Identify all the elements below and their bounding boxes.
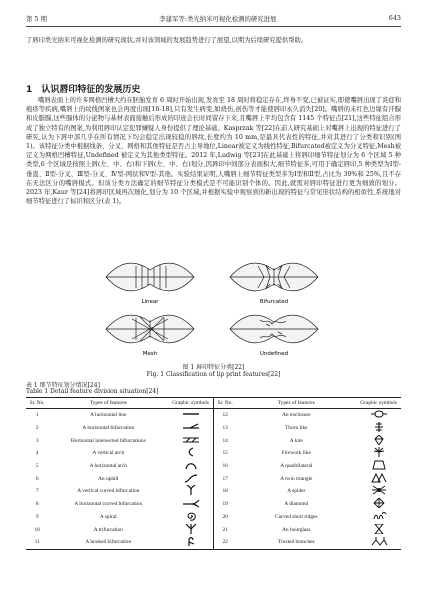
section-number: 1 [26,85,33,95]
cell-type: Trusted branches [236,536,356,549]
undefined-lip-pattern [230,315,318,343]
col-sr-no-2: Sr. No. [213,398,236,409]
label-bifurcated: Bifurcated [259,299,289,305]
cell-no: 14 [213,434,236,447]
cell-type: A vertical arch [92,450,125,457]
diamond-icon [356,498,401,511]
page-number: 643 [388,14,401,22]
lip-print-figure [100,258,328,358]
label-undefined: Undefined [259,351,289,357]
cell-type: Thorn like [284,425,308,432]
body-paragraph: 嘴唇表面上的许多网格凹槽大约在胚胎发育 6 周时开始出现,发育至 18 周时将稳定存在,终身不变,已被证实,即使嘴唇出现了炎症和疱疹等疾病,嘴唇上的纹线图案也会再度出现[16-18],只有发生病变,如烧伤,创伤等才能使唇印永久消失[20]。嘴唇的未红色边缘有汗腺和皮脂腺,这些腺体的分泌物与基材表面接触后形成的印迹会长时间留存下来,且嘴唇上平均包含有 1145 个特征点[21],这些特征组合形成了独立特有的图案,为利用唇印认定犯罪嫌疑人身份提供了理论基础。Kasprzak 等[22]在前人研究基础上对嘴唇上出现的特征进行了研究,认为下唇中部几乎在所有情况下均会稳定出现较稳的唇纹,长度约为 10 mm,是最具代表性的特征,并对其进行了分类和识别(图 1)。该特征分类中根据线条、分叉、网格和其他特征是否占主导地位,Linear被定义为线性特征,Bifurcated被定义为分叉特征,Mesh被定义为网格凹槽特征,Undefined 被定义为其他类型特征。2012 年,Ludwig 等[23]在此基础上将唇印细节特征划分为 6 个区域 5 种类型,6 个区域是按照上唇(左、中、右)和下唇(左、中、右)划分,因唇印中间部分表面积大,细节特征多,可用于确定唇印,5 种类型为Ⅰ型-垂直、Ⅱ型-分叉、Ⅲ型-分叉、Ⅳ型-网状和Ⅴ型-其他。实验结果证明,人嘴唇上细节特征类型多为Ⅰ型和Ⅱ型,占比为 39%和 25%,且不存在无法区分的嘴唇模式。但该分类方法确定的细节特征分类模式是不可能识别个体的。因此,就需对唇印特征进行更为细致的划分。2023 年,Kaur 等[24]将唇印区域再次细化,划分为 10 个区域,并根据实验中观察到的新出现的特征与常见形状结构的相似性,系统地对细节特征进行了标识和区分(表 1)。 [26,97,401,206]
cell-type: Firework like [281,450,311,457]
cell-type: An hourglass [282,526,311,533]
uphill-icon [168,472,213,485]
cell-type: A spiral [99,513,117,520]
cell-no: 12 [213,409,236,422]
cell-type: A horizontal bifurcation [82,425,135,432]
running-title: 李建军等:类光纳米可视化检测的研究进展 [159,14,277,23]
table-caption-en: Table 1 Detail feature division situation[24] [26,388,159,395]
cell-no: 10 [34,526,40,533]
table-row [26,422,401,435]
cell-type: A horizontal line [90,412,127,419]
curved-ridges-icon [356,511,401,524]
col-symbol: Graphic symbols [168,398,213,409]
enclosure-icon [356,409,401,422]
intro-text: 了唇印类光纳米可视化检测的研究现状,并对该领域的发展趋势进行了展望,以期为后续研究提供帮助。 [26,37,308,44]
thorn-icon [356,422,401,435]
table-row [26,472,401,485]
spiral-icon [168,511,213,524]
table-header-row [26,398,401,409]
table-row [26,460,401,473]
cell-no: 16 [213,460,236,473]
cell-no: 22 [213,536,236,549]
cell-type: A kite [289,437,303,444]
intersected-icon [168,434,213,447]
cell-no: 17 [213,472,236,485]
section-heading [26,82,140,95]
col-sr-no: Sr. No. [26,398,48,409]
figure-caption-cn: 图 1 唇印特征分类[22] [182,364,245,371]
table-caption-cn: 表 1 细节特征划分情况[24] [26,382,100,389]
kite-icon [356,434,401,447]
hooked-icon [168,536,213,549]
cell-no: 13 [213,422,236,435]
table-row [26,498,401,511]
label-mesh: Mesh [142,351,158,357]
cell-no: 18 [213,485,236,498]
table-row [26,485,401,498]
cell-no: 7 [35,488,39,495]
cell-type: A quadrilateral [280,463,313,470]
quadrilateral-icon [356,460,401,473]
cell-type: A diamond [284,501,309,508]
cell-type: Curved short ridges [275,513,318,520]
twin-triangle-icon [356,472,401,485]
cell-no: 9 [35,513,39,520]
cell-type: An uphill [98,475,119,482]
cell-type: Horizontal intersected bifurcations [70,437,146,444]
cell-no: 15 [213,447,236,460]
trifurcation-icon [168,523,213,536]
table-row [26,434,401,447]
col-type-2: Types of features [236,398,356,409]
linear-lip-pattern [106,263,194,291]
spider-icon [356,485,401,498]
bifurcation-icon [168,422,213,435]
label-linear: Linear [141,299,159,305]
horizontal-arch-icon [168,460,213,473]
section-title: 认识唇印特征的发展历史 [41,85,141,95]
cell-no: 20 [213,511,236,524]
cell-no: 2 [35,425,39,432]
cell-type: A hooked bifurcation [48,536,168,549]
bifurcated-lip-pattern [230,263,318,291]
cell-no: 4 [35,450,39,457]
figure-caption-en: Fig. 1 Classification of lip print features[22] [146,371,281,378]
cell-type: A horizontal curved bifurcation [74,501,143,508]
vertical-arch-icon [168,447,213,460]
issue-label: 第 5 期 [26,14,47,23]
mesh-lip-pattern [106,315,194,343]
cell-type: A twin triangle [280,475,313,482]
col-type: Types of features [48,398,168,409]
cell-type: A horizontal arch [89,463,127,470]
cell-no: 1 [35,412,39,419]
curved-bifurcation-icon [168,485,213,498]
cell-no: 5 [35,463,39,470]
cell-no: 21 [213,523,236,536]
cell-type: A vertical curved bifurcation [77,488,140,495]
table-row [26,447,401,460]
running-header [26,12,401,27]
feature-table [26,397,401,550]
horizontal-curved-icon [168,498,213,511]
hourglass-icon [356,523,401,536]
cell-no: 8 [35,501,39,508]
table-row [26,409,401,422]
cell-type: A trifurcation [93,526,123,533]
cell-type: An enclosure [281,412,311,419]
col-symbol-2: Graphic symbols [356,398,401,409]
cell-no: 3 [35,437,39,444]
table-row [26,536,401,549]
cell-type: A spider [287,488,306,495]
cell-no: 11 [26,536,48,549]
cell-no: 19 [213,498,236,511]
firework-icon [356,447,401,460]
branches-icon [356,536,401,549]
table-row [26,511,401,524]
line-icon [168,409,213,422]
table-row [26,523,401,536]
cell-no: 6 [35,475,39,482]
